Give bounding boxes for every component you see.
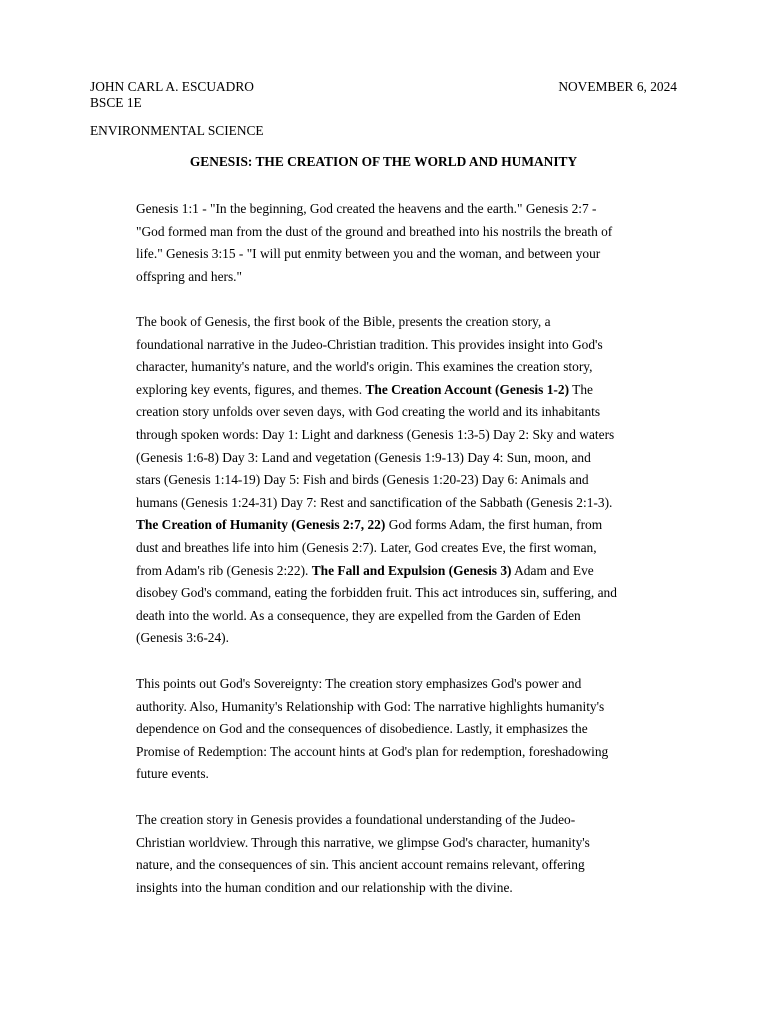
text-line: future events. bbox=[136, 766, 209, 782]
text-line: humans (Genesis 1:24-31) Day 7: Rest and sanctification of the Sabbath (Genesis 2:1-3). bbox=[136, 494, 613, 510]
document-title: GENESIS: THE CREATION OF THE WORLD AND HUMANITY bbox=[189, 154, 578, 169]
text-line: "God formed man from the dust of the ground and breathed into his nostrils the breath of bbox=[136, 223, 613, 239]
text-run: God forms Adam, the first human, from bbox=[385, 517, 603, 533]
text-line: creation story unfolds over seven days, with God creating the world and its inhabitants bbox=[136, 404, 601, 420]
text-line: dust and breathes life into him (Genesis 2:7). Later, God creates Eve, the first woman, bbox=[136, 539, 597, 555]
text-line: Promise of Redemption: The account hints at God's plan for redemption, foreshadowing bbox=[136, 743, 609, 759]
paragraph-themes bbox=[136, 673, 678, 786]
text-run: exploring key events, figures, and themes. bbox=[136, 381, 366, 397]
heading-creation-account: The Creation Account (Genesis 1-2) bbox=[365, 381, 570, 397]
text-line: insights into the human condition and our relationship with the divine. bbox=[136, 879, 513, 895]
author-name: JOHN CARL A. ESCUADRO bbox=[90, 79, 254, 94]
text-line: The book of Genesis, the first book of the Bible, presents the creation story, a bbox=[136, 314, 551, 329]
text-line: Christian worldview. Through this narrative, we glimpse God's character, humanity's bbox=[136, 834, 590, 850]
text-line: (Genesis 1:6-8) Day 3: Land and vegetation (Genesis 1:9-13) Day 4: Sun, moon, and bbox=[136, 449, 591, 465]
text-line: The creation story in Genesis provides a foundational understanding of the Judeo- bbox=[136, 812, 576, 827]
text-run: from Adam's rib (Genesis 2:22). bbox=[136, 562, 312, 578]
text-line: offspring and hers." bbox=[136, 268, 243, 284]
text-line: dependence on God and the consequences of disobedience. Lastly, it emphasizes the bbox=[136, 721, 588, 737]
document-date: NOVEMBER 6, 2024 bbox=[558, 79, 677, 94]
text-line: through spoken words: Day 1: Light and darkness (Genesis 1:3-5) Day 2: Sky and waters bbox=[136, 426, 615, 442]
class-section: BSCE 1E bbox=[90, 95, 142, 110]
text-line: nature, and the consequences of sin. This ancient account remains relevant, offering bbox=[136, 857, 585, 873]
text-line: character, humanity's nature, and the world's origin. This examines the creation story, bbox=[136, 359, 593, 375]
text-line: This points out God's Sovereignty: The creation story emphasizes God's power and bbox=[136, 676, 582, 691]
text-line: authority. Also, Humanity's Relationship with God: The narrative highlights humanity's bbox=[136, 698, 605, 714]
heading-creation-of-humanity: The Creation of Humanity (Genesis 2:7, 22) bbox=[136, 517, 386, 533]
course-name: ENVIRONMENTAL SCIENCE bbox=[90, 123, 264, 138]
text-run: The bbox=[569, 381, 593, 397]
text-line bbox=[136, 514, 678, 537]
text-line bbox=[136, 379, 678, 402]
text-line: death into the world. As a consequence, they are expelled from the Garden of Eden bbox=[136, 607, 581, 623]
paragraph-conclusion bbox=[136, 809, 678, 899]
paragraph-scripture-quotes bbox=[136, 198, 678, 288]
heading-fall-and-expulsion: The Fall and Expulsion (Genesis 3) bbox=[311, 562, 512, 578]
text-line bbox=[136, 560, 678, 583]
text-line: (Genesis 3:6-24). bbox=[136, 630, 229, 646]
text-line: life." Genesis 3:15 - "I will put enmity between you and the woman, and between your bbox=[136, 246, 601, 262]
text-line: Genesis 1:1 - "In the beginning, God created the heavens and the earth." Genesis 2:7 - bbox=[136, 201, 597, 216]
text-run: Adam and Eve bbox=[511, 562, 594, 578]
text-line: stars (Genesis 1:14-19) Day 5: Fish and birds (Genesis 1:20-23) Day 6: Animals and bbox=[136, 472, 589, 488]
text-line: foundational narrative in the Judeo-Christian tradition. This provides insight into God's bbox=[136, 336, 603, 352]
text-line: disobey God's command, eating the forbidden fruit. This act introduces sin, suffering, and bbox=[136, 585, 617, 601]
paragraph-creation-account bbox=[136, 311, 678, 650]
